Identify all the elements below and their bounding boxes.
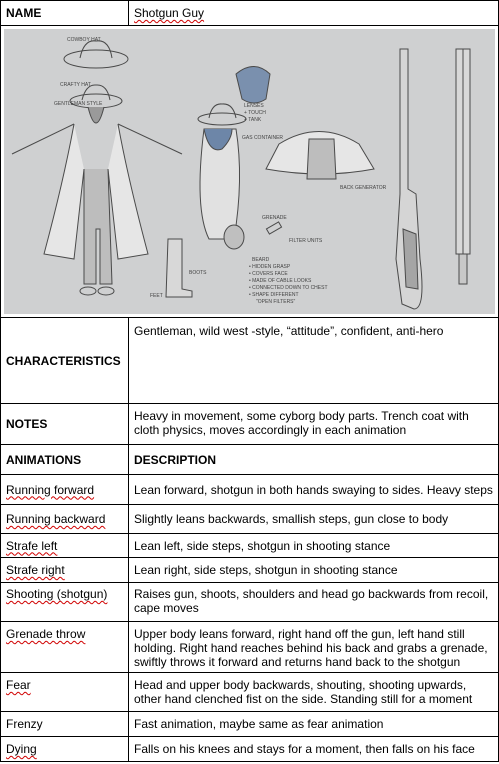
name-label: NAME [1, 1, 129, 26]
svg-text:+ TOUCH: + TOUCH [244, 110, 266, 116]
table-row [1, 505, 499, 534]
animation-name: Grenade throw [6, 627, 86, 641]
notes-value: Heavy in movement, some cyborg body parts. Trench coat with cloth physics, moves accordingly in each animation [129, 404, 499, 445]
characteristics-value[interactable]: Gentleman, wild west -style, “attitude”, confident, anti-hero [129, 318, 499, 404]
animation-name: Fear [6, 678, 31, 692]
animation-description: Slightly leans backwards, smallish steps, gun close to body [129, 505, 499, 534]
svg-text:LENSES: LENSES [244, 103, 264, 109]
animation-name: Shooting (shotgun) [6, 587, 108, 601]
svg-text:COWBOY HAT: COWBOY HAT [67, 37, 101, 43]
svg-text:• CONNECTED DOWN TO CHEST: • CONNECTED DOWN TO CHEST [249, 285, 328, 291]
name-row [1, 1, 499, 26]
animation-name: Dying [6, 742, 37, 756]
svg-text:GRENADE: GRENADE [262, 215, 287, 221]
animation-name: Running forward [6, 482, 95, 497]
table-row [1, 622, 499, 673]
animation-description: Head and upper body backwards, shouting, shooting upwards, other hand clenched fist on the side. Standing still for a moment [129, 673, 499, 712]
table-row [1, 534, 499, 558]
animation-description: Lean left, side steps, shotgun in shooting stance [129, 534, 499, 558]
svg-text:• HIDDEN GRASP: • HIDDEN GRASP [249, 264, 291, 270]
animation-name: Running backward [6, 512, 106, 526]
table-row [1, 737, 499, 762]
animation-description: Fast animation, maybe same as fear animation [129, 712, 499, 737]
concept-art-sketch [4, 29, 495, 314]
animations-header: ANIMATIONS [1, 445, 129, 475]
description-header: DESCRIPTION [129, 445, 499, 475]
svg-text:FEET: FEET [150, 293, 163, 299]
table-row [1, 583, 499, 622]
table-row [1, 673, 499, 712]
concept-art-cell [1, 26, 499, 318]
notes-row [1, 404, 499, 445]
svg-text:GENTLEMAN STYLE: GENTLEMAN STYLE [54, 101, 103, 107]
svg-text:BACK GENERATOR: BACK GENERATOR [340, 185, 387, 191]
characteristics-row [1, 318, 499, 404]
table-row [1, 475, 499, 505]
animation-name: Strafe left [6, 538, 58, 553]
svg-text:CRAFTY HAT: CRAFTY HAT [60, 82, 91, 88]
animation-description: Falls on his knees and stays for a moment, then falls on his face [129, 737, 499, 762]
svg-text:GAS CONTAINER: GAS CONTAINER [242, 135, 284, 141]
animation-description: Lean forward, shotgun in both hands swaying to sides. Heavy steps [129, 475, 499, 505]
svg-text:+ TANK: + TANK [244, 117, 262, 123]
svg-text:BOOTS: BOOTS [189, 270, 207, 276]
animation-description: Lean right, side steps, shotgun in shooting stance [129, 558, 499, 583]
animations-header-row [1, 445, 499, 475]
table-row [1, 558, 499, 583]
animation-name: Strafe right [6, 563, 65, 577]
svg-text:FILTER UNITS: FILTER UNITS [289, 238, 323, 244]
svg-text:BEARD: BEARD [252, 257, 270, 263]
svg-text:• SHAPE DIFFERENT: • SHAPE DIFFERENT [249, 292, 299, 298]
animation-description: Raises gun, shoots, shoulders and head go backwards from recoil, cape moves [129, 583, 499, 622]
svg-text:"OPEN FILTERS": "OPEN FILTERS" [256, 299, 296, 305]
animation-description: Upper body leans forward, right hand off the gun, left hand still holding. Right hand reaches behind his back and grabs a grenade, swiftly throws it forward and returns hand back to the shotgun [129, 622, 499, 673]
notes-label: NOTES [1, 404, 129, 445]
characteristics-label: CHARACTERISTICS [1, 318, 129, 404]
svg-text:• MADE OF CABLE LOOKS: • MADE OF CABLE LOOKS [249, 278, 312, 284]
table-row [1, 712, 499, 737]
svg-text:• COVERS FACE: • COVERS FACE [249, 271, 288, 277]
image-row [1, 26, 499, 318]
character-name: Shotgun Guy [134, 6, 205, 20]
animation-name: Frenzy [1, 712, 129, 737]
